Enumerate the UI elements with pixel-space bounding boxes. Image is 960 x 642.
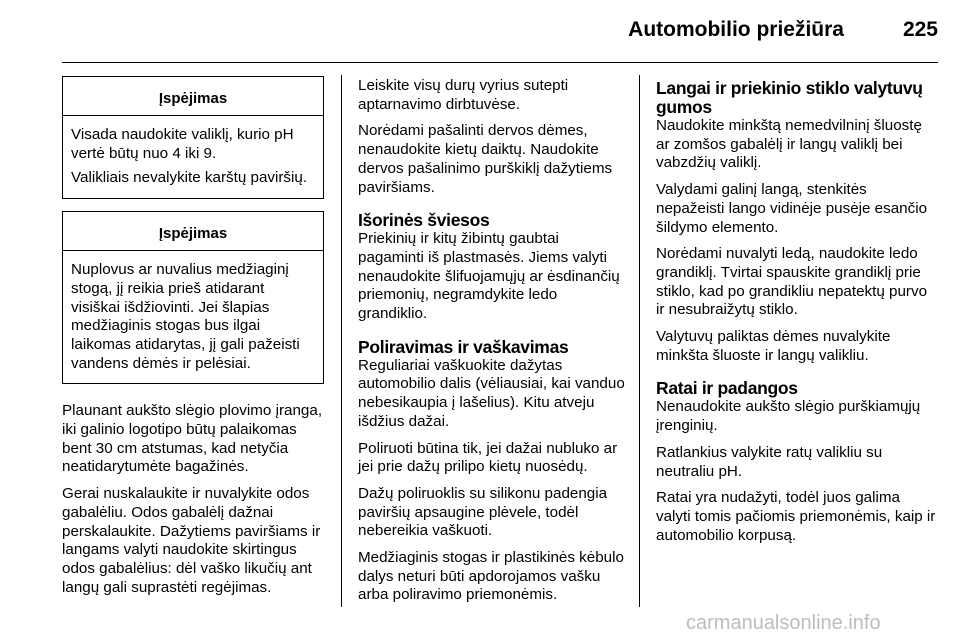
column-2 — [358, 77, 626, 613]
watermark: carmanualsonline.info — [686, 612, 881, 634]
section-heading-wheels: Ratai ir padangos — [656, 378, 798, 399]
warning-text: Valikliais nevalykite karštų paviršių. — [71, 169, 308, 187]
column-divider-2 — [639, 75, 640, 607]
body-paragraph: Reguliariai vaškuokite dažytas automobilio dalis (vėliausiai, kai vanduo nebesikaupia į lašelius). Kitu atveju išdžius dažai. — [358, 356, 625, 430]
body-paragraph: Naudokite minkštą nemedvilninį šluostę ar zomšos gabalėlį ir langų valiklį bei vabzdžių valiklį. — [656, 117, 922, 172]
warning-box-1 — [62, 76, 324, 199]
warning-text: Nuplovus ar nuvalius medžiaginį stogą, jį reikia prieš atidarant visiškai išdžiovinti. Jei šlapias medžiaginis stogas bus ilgai laikomas atidarytas, jį gali pažeisti vandens dėmės ir pelėsiai. — [71, 261, 300, 372]
column-3 — [656, 79, 938, 553]
body-paragraph: Norėdami nuvalyti ledą, naudokite ledo grandiklį. Tvirtai spauskite grandiklį prie stiklo, kad po grandikliu nepatektų purvo ir nesubraižytų stiklo. — [656, 245, 928, 319]
body-paragraph: Valytuvų paliktas dėmes nuvalykite minkšta šluoste ir langų valikliu. — [656, 328, 891, 364]
warning-title: Įspėjimas — [63, 77, 323, 116]
page-number: 225 — [902, 18, 938, 41]
body-paragraph: Nenaudokite aukšto slėgio purškiamųjų įrenginių. — [656, 398, 921, 435]
column-1 — [62, 76, 324, 605]
body-paragraph: Norėdami pašalinti dervos dėmes, nenaudokite kietų daiktų. Naudokite dervos pašalinimo purškiklį dažytiems paviršiams. — [358, 122, 613, 196]
body-paragraph: Dažų poliruoklis su silikonu padengia paviršių apsaugine plėvele, todėl nebereikia vaškuoti. — [358, 484, 608, 540]
body-paragraph: Ratai yra nudažyti, todėl juos galima valyti tomis pačiomis priemonėmis, kaip ir automobilio korpusą. — [656, 489, 936, 544]
page-header-title: Automobilio priežiūra — [628, 18, 844, 41]
body-paragraph: Priekinių ir kitų žibintų gaubtai pagaminti iš plastmasės. Jiems valyti nenaudokite šlifuojamųjų ar ėsdinančių priemonių, negramdykite ledo grandiklio. — [358, 230, 620, 323]
body-paragraph: Valydami galinį langą, stenkitės nepažeisti lango vidinėje pusėje esančio šildymo elemento. — [656, 181, 928, 236]
warning-text: Visada naudokite valiklį, kurio pH vertė būtų nuo 4 iki 9. — [71, 126, 294, 162]
body-paragraph: Gerai nuskalaukite ir nuvalykite odos gabalėliu. Odos gabalėlį dažnai perskalaukite. Dažytiems paviršiams ir langams valyti naudokite skirtingus odos gabalėlius: dėl vaško likučių ant langų gali suprastėti regėjimas. — [62, 485, 321, 596]
section-heading-exterior-lights: Išorinės šviesos — [358, 210, 490, 231]
section-heading-polishing: Poliravimas ir vaškavimas — [358, 336, 569, 357]
body-paragraph: Ratlankius valykite ratų valikliu su neutraliu pH. — [656, 443, 883, 480]
body-paragraph: Poliruoti būtina tik, jei dažai nubluko ar jei prie dažų prilipo kietų nuosėdų. — [358, 439, 618, 476]
body-paragraph: Medžiaginis stogas ir plastikinės kėbulo dalys neturi būti apdorojamos vašku arba poliravimo priemonėmis. — [358, 549, 624, 604]
warning-title: Įspėjimas — [63, 212, 323, 251]
header-rule — [62, 62, 938, 63]
column-divider-1 — [341, 75, 342, 607]
body-paragraph: Leiskite visų durų vyrius sutepti aptarnavimo dirbtuvėse. — [358, 77, 569, 113]
body-paragraph: Plaunant aukšto slėgio plovimo įranga, iki galinio logotipo būtų palaikomas bent 30 cm atstumas, kad netyčia neatidarytumėte bagažinės. — [62, 402, 323, 476]
section-heading-windows: Langai ir priekinio stiklo valytuvų gumos — [656, 78, 923, 117]
warning-box-2 — [62, 211, 324, 384]
